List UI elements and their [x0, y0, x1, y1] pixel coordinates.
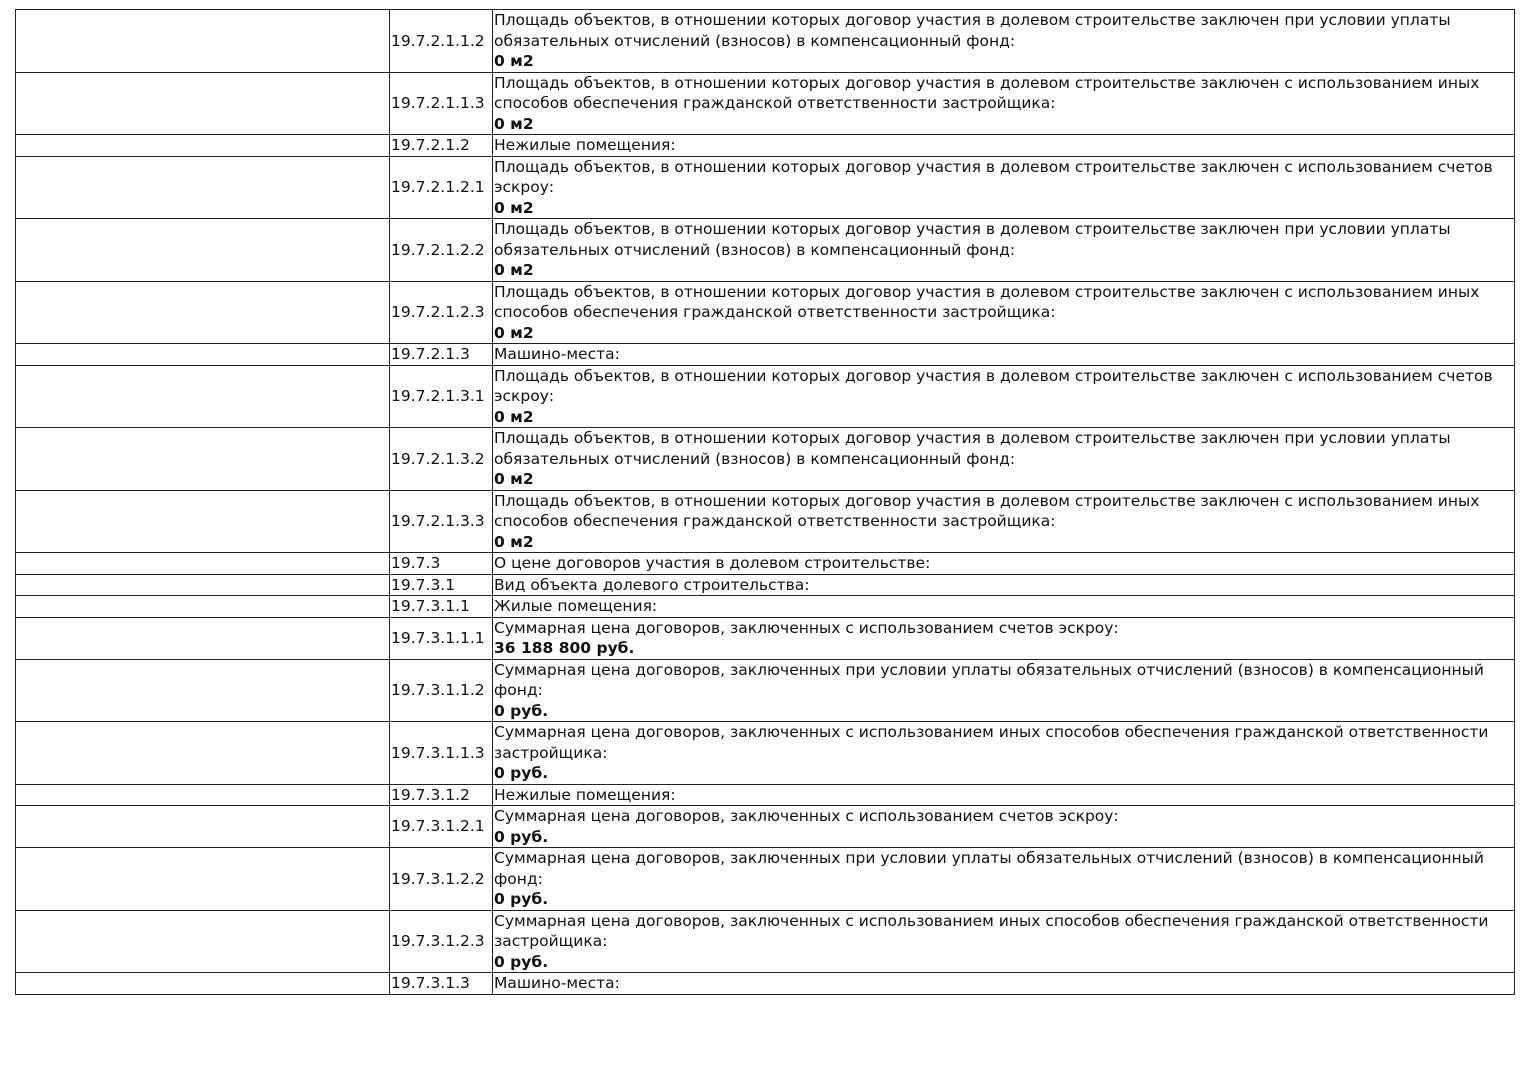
item-description-cell: [493, 973, 1515, 995]
item-code: 19.7.2.1.3.1: [390, 365, 493, 428]
item-description-cell: [493, 428, 1515, 491]
table-row: [16, 490, 1515, 553]
table-body: [16, 10, 1515, 995]
empty-cell: [16, 574, 390, 596]
table-row: [16, 910, 1515, 973]
item-description: Суммарная цена договоров, заключенных с использованием счетов эскроу:: [494, 807, 1119, 825]
item-description: Площадь объектов, в отношении которых договор участия в долевом строительстве заключен при условии уплаты обязательных отчислений (взносов) в компенсационный фонд:: [494, 429, 1451, 468]
item-code: 19.7.3.1.1.2: [390, 659, 493, 722]
item-description: Суммарная цена договоров, заключенных с использованием счетов эскроу:: [494, 618, 1119, 637]
item-value: 0 руб.: [494, 890, 549, 908]
table-row: [16, 365, 1515, 428]
item-value: 0 м2: [494, 470, 534, 488]
table-row: [16, 973, 1515, 995]
item-description-cell: [493, 806, 1515, 848]
item-code: 19.7.2.1.3.2: [390, 428, 493, 491]
item-description: Площадь объектов, в отношении которых договор участия в долевом строительстве заключен при условии уплаты обязательных отчислений (взносов) в компенсационный фонд:: [494, 11, 1451, 50]
table-row: [16, 553, 1515, 575]
table-row: [16, 219, 1515, 282]
empty-cell: [16, 428, 390, 491]
item-description: Площадь объектов, в отношении которых договор участия в долевом строительстве заключен с использованием иных способов обеспечения гражданской ответственности застройщика:: [494, 282, 1480, 321]
item-description: О цене договоров участия в долевом строительстве:: [494, 554, 931, 572]
item-description-cell: [493, 490, 1515, 553]
empty-cell: [16, 784, 390, 806]
item-value: 36 188 800 руб.: [494, 639, 635, 657]
item-value: 0 м2: [494, 198, 534, 217]
table-row: [16, 596, 1515, 618]
item-description-cell: [493, 596, 1515, 618]
table-row: [16, 722, 1515, 785]
item-value: 0 м2: [494, 52, 534, 70]
empty-cell: [16, 848, 390, 911]
item-description-cell: [493, 344, 1515, 366]
table-row: [16, 428, 1515, 491]
item-value: 0 руб.: [494, 701, 549, 720]
empty-cell: [16, 806, 390, 848]
item-description-cell: [493, 617, 1515, 659]
item-description: Суммарная цена договоров, заключенных с использованием иных способов обеспечения гражданской ответственности застройщика:: [494, 723, 1489, 762]
item-code: 19.7.2.1.1.2: [390, 10, 493, 73]
empty-cell: [16, 617, 390, 659]
item-value: 0 руб.: [494, 764, 549, 782]
empty-cell: [16, 72, 390, 135]
item-description-cell: [493, 72, 1515, 135]
empty-cell: [16, 365, 390, 428]
item-description: Площадь объектов, в отношении которых договор участия в долевом строительстве заключен при условии уплаты обязательных отчислений (взносов) в компенсационный фонд:: [494, 220, 1451, 259]
item-description-cell: [493, 365, 1515, 428]
item-code: 19.7.3: [390, 553, 493, 575]
empty-cell: [16, 553, 390, 575]
item-description-cell: [493, 219, 1515, 282]
item-description-cell: [493, 135, 1515, 157]
item-code: 19.7.3.1.2: [390, 784, 493, 806]
item-code: 19.7.2.1.3: [390, 344, 493, 366]
item-description: Площадь объектов, в отношении которых договор участия в долевом строительстве заключен с использованием счетов эскроу:: [494, 157, 1493, 196]
item-description: Суммарная цена договоров, заключенных с использованием иных способов обеспечения гражданской ответственности застройщика:: [494, 911, 1489, 950]
table-row: [16, 784, 1515, 806]
item-value: 0 руб.: [494, 952, 549, 971]
item-description: Нежилые помещения:: [494, 785, 676, 804]
item-description: Суммарная цена договоров, заключенных при условии уплаты обязательных отчислений (взносов) в компенсационный фонд:: [494, 849, 1484, 888]
item-code: 19.7.3.1.3: [390, 973, 493, 995]
item-description-cell: [493, 722, 1515, 785]
item-value: 0 руб.: [494, 827, 549, 846]
empty-cell: [16, 910, 390, 973]
item-description-cell: [493, 659, 1515, 722]
item-description: Машино-места:: [494, 974, 620, 992]
empty-cell: [16, 156, 390, 219]
item-description: Площадь объектов, в отношении которых договор участия в долевом строительстве заключен с использованием счетов эскроу:: [494, 366, 1493, 405]
item-value: 0 м2: [494, 532, 534, 551]
table-row: [16, 806, 1515, 848]
item-value: 0 м2: [494, 261, 534, 279]
empty-cell: [16, 281, 390, 344]
item-description: Суммарная цена договоров, заключенных при условии уплаты обязательных отчислений (взносов) в компенсационный фонд:: [494, 660, 1484, 699]
empty-cell: [16, 659, 390, 722]
item-description-cell: [493, 281, 1515, 344]
empty-cell: [16, 973, 390, 995]
table-row: [16, 135, 1515, 157]
table-row: [16, 617, 1515, 659]
item-code: 19.7.2.1.2.1: [390, 156, 493, 219]
item-description-cell: [493, 553, 1515, 575]
item-code: 19.7.3.1.2.2: [390, 848, 493, 911]
empty-cell: [16, 490, 390, 553]
item-code: 19.7.2.1.2.3: [390, 281, 493, 344]
item-description: Жилые помещения:: [494, 597, 658, 615]
table-row: [16, 281, 1515, 344]
empty-cell: [16, 344, 390, 366]
empty-cell: [16, 219, 390, 282]
item-code: 19.7.2.1.1.3: [390, 72, 493, 135]
declaration-table: [15, 9, 1515, 995]
item-code: 19.7.3.1.1.3: [390, 722, 493, 785]
empty-cell: [16, 722, 390, 785]
empty-cell: [16, 10, 390, 73]
item-code: 19.7.3.1.2.1: [390, 806, 493, 848]
item-description-cell: [493, 574, 1515, 596]
item-description: Вид объекта долевого строительства:: [494, 575, 810, 594]
item-description: Нежилые помещения:: [494, 136, 676, 154]
item-code: 19.7.2.1.2: [390, 135, 493, 157]
table-row: [16, 72, 1515, 135]
item-code: 19.7.3.1.2.3: [390, 910, 493, 973]
empty-cell: [16, 135, 390, 157]
item-code: 19.7.3.1: [390, 574, 493, 596]
item-code: 19.7.2.1.2.2: [390, 219, 493, 282]
item-code: 19.7.3.1.1.1: [390, 617, 493, 659]
table-row: [16, 659, 1515, 722]
item-description-cell: [493, 848, 1515, 911]
table-row: [16, 574, 1515, 596]
item-value: 0 м2: [494, 323, 534, 342]
item-description: Машино-места:: [494, 345, 620, 363]
table-row: [16, 848, 1515, 911]
item-code: 19.7.3.1.1: [390, 596, 493, 618]
item-code: 19.7.2.1.3.3: [390, 490, 493, 553]
item-description-cell: [493, 910, 1515, 973]
table-row: [16, 156, 1515, 219]
item-description-cell: [493, 156, 1515, 219]
item-description: Площадь объектов, в отношении которых договор участия в долевом строительстве заключен с использованием иных способов обеспечения гражданской ответственности застройщика:: [494, 491, 1480, 530]
empty-cell: [16, 596, 390, 618]
item-description-cell: [493, 10, 1515, 73]
item-description-cell: [493, 784, 1515, 806]
table-row: [16, 10, 1515, 73]
item-value: 0 м2: [494, 114, 534, 133]
item-description: Площадь объектов, в отношении которых договор участия в долевом строительстве заключен с использованием иных способов обеспечения гражданской ответственности застройщика:: [494, 73, 1480, 112]
item-value: 0 м2: [494, 407, 534, 426]
table-row: [16, 344, 1515, 366]
